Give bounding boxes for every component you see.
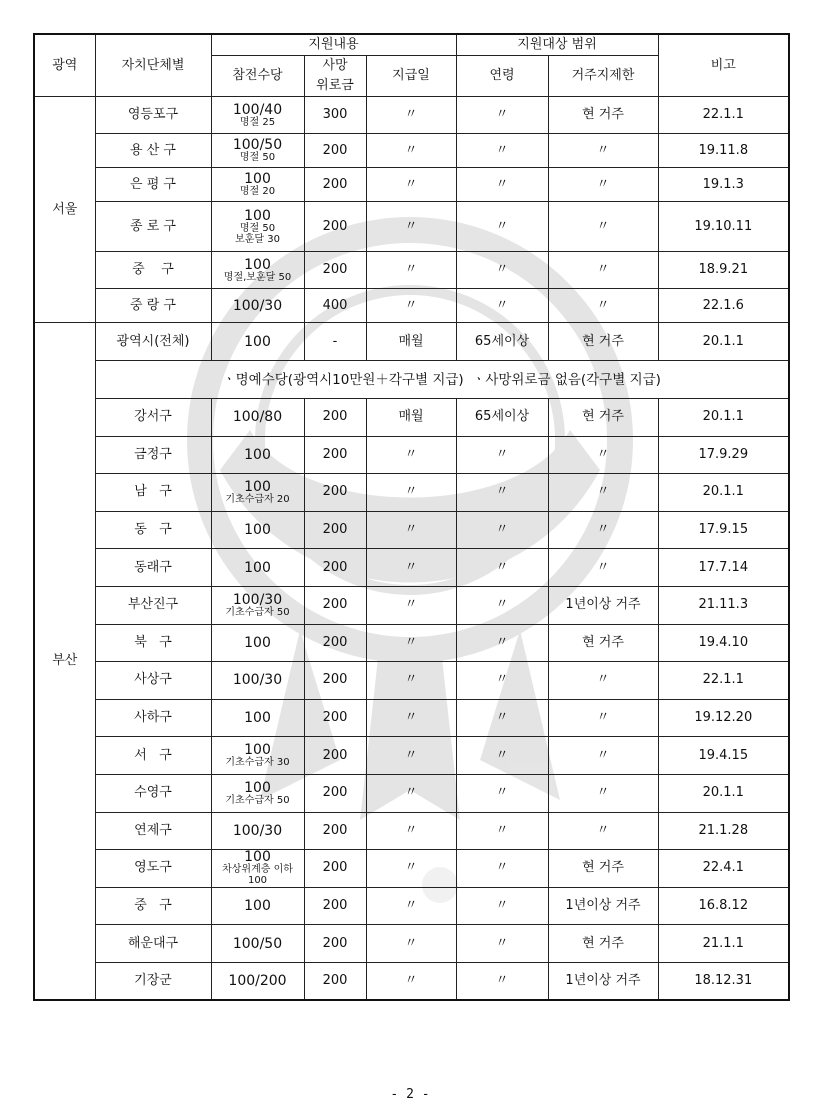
allowance-amount: 100/80 bbox=[232, 409, 283, 426]
table-row bbox=[34, 289, 789, 323]
residence-cell: 〃 bbox=[548, 436, 658, 474]
allowance-cell bbox=[211, 925, 304, 963]
city-cell: 중 구 bbox=[95, 252, 211, 289]
payday-cell: 〃 bbox=[366, 586, 456, 624]
header-city: 자치단체별 bbox=[95, 34, 211, 97]
table-row bbox=[34, 586, 789, 624]
city-cell: 수영구 bbox=[95, 774, 211, 812]
city-cell: 연제구 bbox=[95, 812, 211, 850]
age-cell: 〃 bbox=[456, 97, 548, 134]
payday-cell: 〃 bbox=[366, 436, 456, 474]
remark-cell: 22.1.6 bbox=[658, 289, 789, 323]
header-remark: 비고 bbox=[658, 34, 789, 97]
allowance-detail: 기초수급자 50 bbox=[225, 606, 290, 618]
allowance-cell bbox=[211, 474, 304, 512]
age-cell: 〃 bbox=[456, 474, 548, 512]
city-cell: 용 산 구 bbox=[95, 134, 211, 168]
allowance-detail: 기초수급자 30 bbox=[225, 757, 290, 769]
allowance-cell bbox=[211, 962, 304, 1000]
city-cell: 서 구 bbox=[95, 737, 211, 775]
payday-cell: 〃 bbox=[366, 549, 456, 587]
header-support-content: 지원내용 bbox=[211, 34, 456, 56]
table-row bbox=[34, 202, 789, 252]
veteran-support-table bbox=[33, 33, 790, 1001]
allowance-detail: 명절,보훈달 50 bbox=[223, 271, 292, 283]
allowance-cell bbox=[211, 699, 304, 737]
residence-cell: 현 거주 bbox=[548, 323, 658, 361]
residence-cell: 〃 bbox=[548, 511, 658, 549]
payday-cell: 〃 bbox=[366, 97, 456, 134]
residence-cell: 〃 bbox=[548, 737, 658, 775]
payday-cell: 〃 bbox=[366, 662, 456, 700]
condolence-cell: 200 bbox=[304, 774, 366, 812]
payday-cell: 〃 bbox=[366, 699, 456, 737]
allowance-detail: 명절 20 bbox=[239, 186, 276, 197]
allowance-cell bbox=[211, 168, 304, 202]
allowance-cell bbox=[211, 586, 304, 624]
payday-cell: 〃 bbox=[366, 624, 456, 662]
city-cell: 영등포구 bbox=[95, 97, 211, 134]
city-cell: 은 평 구 bbox=[95, 168, 211, 202]
table-row bbox=[34, 323, 789, 361]
header-residence: 거주지제한 bbox=[548, 56, 658, 97]
condolence-cell: 200 bbox=[304, 850, 366, 888]
remark-cell: 20.1.1 bbox=[658, 399, 789, 437]
residence-cell: 〃 bbox=[548, 202, 658, 252]
allowance-amount: 100 bbox=[244, 446, 271, 463]
residence-cell: 〃 bbox=[548, 134, 658, 168]
city-cell: 사하구 bbox=[95, 699, 211, 737]
header-target-range: 지원대상 범위 bbox=[456, 34, 658, 56]
table-row bbox=[34, 624, 789, 662]
allowance-amount: 100/30 bbox=[232, 297, 283, 314]
allowance-amount: 100 bbox=[244, 742, 271, 759]
header-payday: 지급일 bbox=[366, 56, 456, 97]
condolence-cell: 200 bbox=[304, 436, 366, 474]
allowance-cell bbox=[211, 134, 304, 168]
residence-cell: 〃 bbox=[548, 168, 658, 202]
allowance-cell bbox=[211, 624, 304, 662]
age-cell: 〃 bbox=[456, 812, 548, 850]
remark-cell: 20.1.1 bbox=[658, 474, 789, 512]
residence-cell: 1년이상 거주 bbox=[548, 887, 658, 925]
page-number: - 2 - bbox=[390, 1087, 430, 1102]
residence-cell: 1년이상 거주 bbox=[548, 962, 658, 1000]
residence-cell: 현 거주 bbox=[548, 925, 658, 963]
city-cell: 영도구 bbox=[95, 850, 211, 888]
header-allowance: 참전수당 bbox=[211, 56, 304, 97]
allowance-cell bbox=[211, 202, 304, 252]
remark-cell: 19.10.11 bbox=[658, 202, 789, 252]
allowance-detail: 명절 25 bbox=[239, 116, 276, 128]
payday-cell: 매월 bbox=[366, 323, 456, 361]
residence-cell: 〃 bbox=[548, 699, 658, 737]
table-row bbox=[34, 97, 789, 134]
table-row bbox=[34, 436, 789, 474]
age-cell: 〃 bbox=[456, 436, 548, 474]
table-row bbox=[34, 812, 789, 850]
condolence-cell: 200 bbox=[304, 511, 366, 549]
remark-cell: 21.1.28 bbox=[658, 812, 789, 850]
city-cell: 해운대구 bbox=[95, 925, 211, 963]
condolence-cell: 200 bbox=[304, 737, 366, 775]
region-busan: 부산 bbox=[34, 323, 95, 1001]
age-cell: 〃 bbox=[456, 962, 548, 1000]
remark-cell: 19.1.3 bbox=[658, 168, 789, 202]
allowance-cell bbox=[211, 887, 304, 925]
allowance-amount: 100 bbox=[244, 898, 271, 915]
city-cell: 강서구 bbox=[95, 399, 211, 437]
residence-cell: 현 거주 bbox=[548, 399, 658, 437]
condolence-cell: 200 bbox=[304, 586, 366, 624]
condolence-cell: 200 bbox=[304, 812, 366, 850]
payday-cell: 〃 bbox=[366, 289, 456, 323]
age-cell: 〃 bbox=[456, 850, 548, 888]
city-cell: 기장군 bbox=[95, 962, 211, 1000]
allowance-detail: 기초수급자 20 bbox=[225, 493, 290, 505]
table-row bbox=[34, 168, 789, 202]
residence-cell: 〃 bbox=[548, 474, 658, 512]
remark-cell: 21.11.3 bbox=[658, 586, 789, 624]
payday-cell: 〃 bbox=[366, 887, 456, 925]
residence-cell: 〃 bbox=[548, 812, 658, 850]
allowance-detail: 명절 50 bbox=[239, 152, 276, 163]
residence-cell: 〃 bbox=[548, 549, 658, 587]
condolence-cell: 200 bbox=[304, 252, 366, 289]
payday-cell: 〃 bbox=[366, 812, 456, 850]
remark-cell: 19.11.8 bbox=[658, 134, 789, 168]
remark-cell: 22.1.1 bbox=[658, 662, 789, 700]
condolence-cell: 200 bbox=[304, 624, 366, 662]
allowance-amount: 100 bbox=[244, 849, 271, 866]
allowance-cell bbox=[211, 289, 304, 323]
condolence-cell: 200 bbox=[304, 962, 366, 1000]
table-row bbox=[34, 962, 789, 1000]
age-cell: 〃 bbox=[456, 737, 548, 775]
header-condolence: 사망 위로금 bbox=[304, 56, 366, 97]
age-cell: 〃 bbox=[456, 511, 548, 549]
city-cell: 사상구 bbox=[95, 662, 211, 700]
payday-cell: 〃 bbox=[366, 134, 456, 168]
allowance-amount: 100 bbox=[244, 634, 271, 651]
remark-cell: 18.12.31 bbox=[658, 962, 789, 1000]
city-cell: 북 구 bbox=[95, 624, 211, 662]
remark-cell: 20.1.1 bbox=[658, 323, 789, 361]
age-cell: 65세이상 bbox=[456, 399, 548, 437]
payday-cell: 〃 bbox=[366, 774, 456, 812]
table-row bbox=[34, 252, 789, 289]
age-cell: 〃 bbox=[456, 168, 548, 202]
table-row bbox=[34, 737, 789, 775]
allowance-cell bbox=[211, 97, 304, 134]
age-cell: 〃 bbox=[456, 624, 548, 662]
allowance-detail: 명절 50 bbox=[239, 222, 276, 234]
city-cell: 광역시(전체) bbox=[95, 323, 211, 361]
city-cell: 남 구 bbox=[95, 474, 211, 512]
age-cell: 〃 bbox=[456, 586, 548, 624]
allowance-cell bbox=[211, 436, 304, 474]
residence-cell: 현 거주 bbox=[548, 97, 658, 134]
busan-note-row bbox=[34, 361, 789, 399]
condolence-cell: 200 bbox=[304, 699, 366, 737]
allowance-cell bbox=[211, 662, 304, 700]
table-row bbox=[34, 925, 789, 963]
allowance-amount: 100 bbox=[244, 256, 271, 273]
remark-cell: 19.4.15 bbox=[658, 737, 789, 775]
payday-cell: 〃 bbox=[366, 252, 456, 289]
condolence-cell: 200 bbox=[304, 474, 366, 512]
residence-cell: 〃 bbox=[548, 662, 658, 700]
age-cell: 〃 bbox=[456, 662, 548, 700]
payday-cell: 〃 bbox=[366, 511, 456, 549]
city-cell: 중 구 bbox=[95, 887, 211, 925]
allowance-amount: 100 bbox=[244, 207, 271, 224]
age-cell: 〃 bbox=[456, 699, 548, 737]
allowance-detail: 보훈달 30 bbox=[235, 233, 280, 245]
table-row bbox=[34, 774, 789, 812]
remark-cell: 22.1.1 bbox=[658, 97, 789, 134]
remark-cell: 16.8.12 bbox=[658, 887, 789, 925]
table-row bbox=[34, 399, 789, 437]
residence-cell: 1년이상 거주 bbox=[548, 586, 658, 624]
allowance-amount: 100 bbox=[244, 779, 271, 796]
age-cell: 〃 bbox=[456, 134, 548, 168]
city-cell: 금정구 bbox=[95, 436, 211, 474]
allowance-amount: 100/40 bbox=[232, 101, 283, 118]
age-cell: 〃 bbox=[456, 549, 548, 587]
table-row bbox=[34, 887, 789, 925]
remark-cell: 22.4.1 bbox=[658, 850, 789, 888]
table-row bbox=[34, 662, 789, 700]
age-cell: 〃 bbox=[456, 252, 548, 289]
remark-cell: 21.1.1 bbox=[658, 925, 789, 963]
allowance-amount: 100 bbox=[244, 171, 271, 187]
table-row bbox=[34, 134, 789, 168]
allowance-amount: 100/30 bbox=[232, 591, 283, 608]
remark-cell: 18.9.21 bbox=[658, 252, 789, 289]
allowance-amount: 100 bbox=[244, 522, 271, 539]
payday-cell: 〃 bbox=[366, 850, 456, 888]
busan-note: ㆍ명예수당(광역시10만원＋각구별 지급) ㆍ사망위로금 없음(각구별 지급) bbox=[95, 361, 789, 399]
allowance-amount: 100/50 bbox=[232, 137, 283, 153]
table-row bbox=[34, 511, 789, 549]
age-cell: 〃 bbox=[456, 887, 548, 925]
remark-cell: 20.1.1 bbox=[658, 774, 789, 812]
remark-cell: 19.12.20 bbox=[658, 699, 789, 737]
allowance-detail: 차상위계층 이하100 bbox=[222, 864, 293, 887]
allowance-cell bbox=[211, 774, 304, 812]
allowance-detail: 기초수급자 50 bbox=[225, 794, 290, 806]
allowance-amount: 100/30 bbox=[232, 672, 283, 689]
allowance-cell bbox=[211, 850, 304, 888]
allowance-amount: 100/50 bbox=[232, 935, 283, 952]
region-seoul: 서울 bbox=[34, 97, 95, 323]
allowance-cell bbox=[211, 812, 304, 850]
allowance-amount: 100 bbox=[244, 333, 271, 350]
city-cell: 부산진구 bbox=[95, 586, 211, 624]
table-row bbox=[34, 850, 789, 888]
age-cell: 〃 bbox=[456, 202, 548, 252]
allowance-cell bbox=[211, 252, 304, 289]
condolence-cell: 400 bbox=[304, 289, 366, 323]
allowance-cell bbox=[211, 737, 304, 775]
condolence-cell: 200 bbox=[304, 134, 366, 168]
remark-cell: 17.9.29 bbox=[658, 436, 789, 474]
allowance-amount: 100 bbox=[244, 710, 271, 727]
city-cell: 중 랑 구 bbox=[95, 289, 211, 323]
remark-cell: 17.9.15 bbox=[658, 511, 789, 549]
residence-cell: 〃 bbox=[548, 289, 658, 323]
residence-cell: 〃 bbox=[548, 252, 658, 289]
condolence-cell: 200 bbox=[304, 399, 366, 437]
payday-cell: 〃 bbox=[366, 737, 456, 775]
payday-cell: 〃 bbox=[366, 962, 456, 1000]
age-cell: 〃 bbox=[456, 289, 548, 323]
city-cell: 동래구 bbox=[95, 549, 211, 587]
payday-cell: 〃 bbox=[366, 168, 456, 202]
age-cell: 〃 bbox=[456, 774, 548, 812]
allowance-cell bbox=[211, 549, 304, 587]
residence-cell: 현 거주 bbox=[548, 850, 658, 888]
condolence-cell: 200 bbox=[304, 202, 366, 252]
header-age: 연령 bbox=[456, 56, 548, 97]
allowance-amount: 100/200 bbox=[228, 972, 287, 989]
allowance-amount: 100/30 bbox=[232, 822, 283, 839]
payday-cell: 매월 bbox=[366, 399, 456, 437]
condolence-cell: 200 bbox=[304, 549, 366, 587]
condolence-cell: 200 bbox=[304, 887, 366, 925]
allowance-amount: 100 bbox=[244, 559, 271, 576]
age-cell: 65세이상 bbox=[456, 323, 548, 361]
allowance-amount: 100 bbox=[244, 478, 271, 495]
city-cell: 동 구 bbox=[95, 511, 211, 549]
payday-cell: 〃 bbox=[366, 925, 456, 963]
table-row bbox=[34, 549, 789, 587]
allowance-cell bbox=[211, 511, 304, 549]
payday-cell: 〃 bbox=[366, 202, 456, 252]
table-row bbox=[34, 699, 789, 737]
condolence-cell: 300 bbox=[304, 97, 366, 134]
age-cell: 〃 bbox=[456, 925, 548, 963]
condolence-cell: 200 bbox=[304, 925, 366, 963]
city-cell: 종 로 구 bbox=[95, 202, 211, 252]
remark-cell: 19.4.10 bbox=[658, 624, 789, 662]
residence-cell: 〃 bbox=[548, 774, 658, 812]
condolence-cell: 200 bbox=[304, 168, 366, 202]
remark-cell: 17.7.14 bbox=[658, 549, 789, 587]
header-region: 광역 bbox=[34, 34, 95, 97]
allowance-cell bbox=[211, 323, 304, 361]
table-row bbox=[34, 474, 789, 512]
condolence-cell: 200 bbox=[304, 662, 366, 700]
residence-cell: 현 거주 bbox=[548, 624, 658, 662]
payday-cell: 〃 bbox=[366, 474, 456, 512]
condolence-cell: - bbox=[304, 323, 366, 361]
allowance-cell bbox=[211, 399, 304, 437]
